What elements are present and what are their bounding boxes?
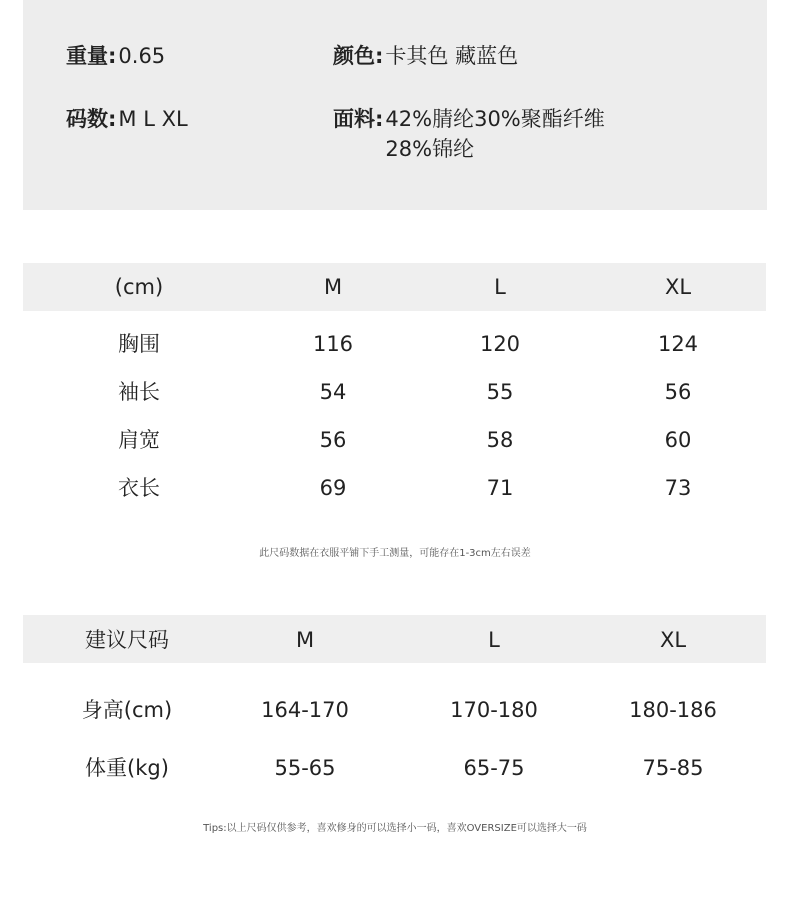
- table-cell: 54: [319, 380, 347, 404]
- sizes-label: 码数:: [66, 107, 117, 131]
- material-line: 42%腈纶30%聚酯纤维: [385, 107, 605, 131]
- table-cell: 116: [312, 332, 354, 356]
- measurement-note: 此尺码数据在衣服平铺下手工测量，可能存在1-3cm左右误差: [259, 548, 531, 559]
- row-label-height: 身高(cm): [81, 698, 173, 722]
- color-info: [333, 41, 518, 71]
- material-label: 面料:: [333, 107, 384, 131]
- row-label-weight: 体重(kg): [85, 756, 169, 780]
- table-cell: 55: [486, 380, 514, 404]
- table-cell: 69: [319, 476, 347, 500]
- table-cell: 75-85: [642, 756, 704, 780]
- recommendation-header-label: 建议尺码: [85, 628, 169, 652]
- table-cell: 55-65: [274, 756, 336, 780]
- color-label: 颜色:: [333, 44, 384, 68]
- table-cell: 60: [664, 428, 692, 452]
- table-cell: 56: [319, 428, 347, 452]
- table-cell: 164-170: [261, 698, 349, 722]
- row-label-length: 衣长: [118, 476, 160, 500]
- row-label-shoulder: 肩宽: [118, 428, 160, 452]
- measurement-header-unit: (cm): [114, 275, 164, 299]
- color-value: 卡其色 藏蓝色: [385, 44, 519, 68]
- table-cell: 71: [486, 476, 514, 500]
- material-line: 28%锦纶: [385, 137, 475, 161]
- table-cell: 180-186: [629, 698, 717, 722]
- table-cell: 120: [479, 332, 521, 356]
- row-label-chest: 胸围: [118, 332, 160, 356]
- material-info: [333, 104, 605, 164]
- recommendation-header-m: M: [295, 628, 315, 652]
- measurement-header-m: M: [323, 275, 343, 299]
- table-cell: 65-75: [463, 756, 525, 780]
- table-cell: 56: [664, 380, 692, 404]
- recommendation-header-l: L: [488, 628, 500, 652]
- sizes-info: [66, 104, 188, 134]
- measurement-header-l: L: [494, 275, 506, 299]
- row-label-sleeve: 袖长: [118, 380, 160, 404]
- table-cell: 73: [664, 476, 692, 500]
- sizes-value: M L XL: [118, 107, 188, 131]
- material-value: [385, 104, 604, 164]
- weight-info: [66, 41, 165, 71]
- weight-label: 重量:: [66, 44, 117, 68]
- weight-value: 0.65: [118, 44, 166, 68]
- table-cell: 170-180: [450, 698, 538, 722]
- recommendation-header-xl: XL: [659, 628, 687, 652]
- recommendation-note: Tips:以上尺码仅供参考，喜欢修身的可以选择小一码，喜欢OVERSIZE可以选择大一码: [203, 823, 587, 834]
- measurement-header-xl: XL: [664, 275, 692, 299]
- table-cell: 58: [486, 428, 514, 452]
- table-cell: 124: [657, 332, 699, 356]
